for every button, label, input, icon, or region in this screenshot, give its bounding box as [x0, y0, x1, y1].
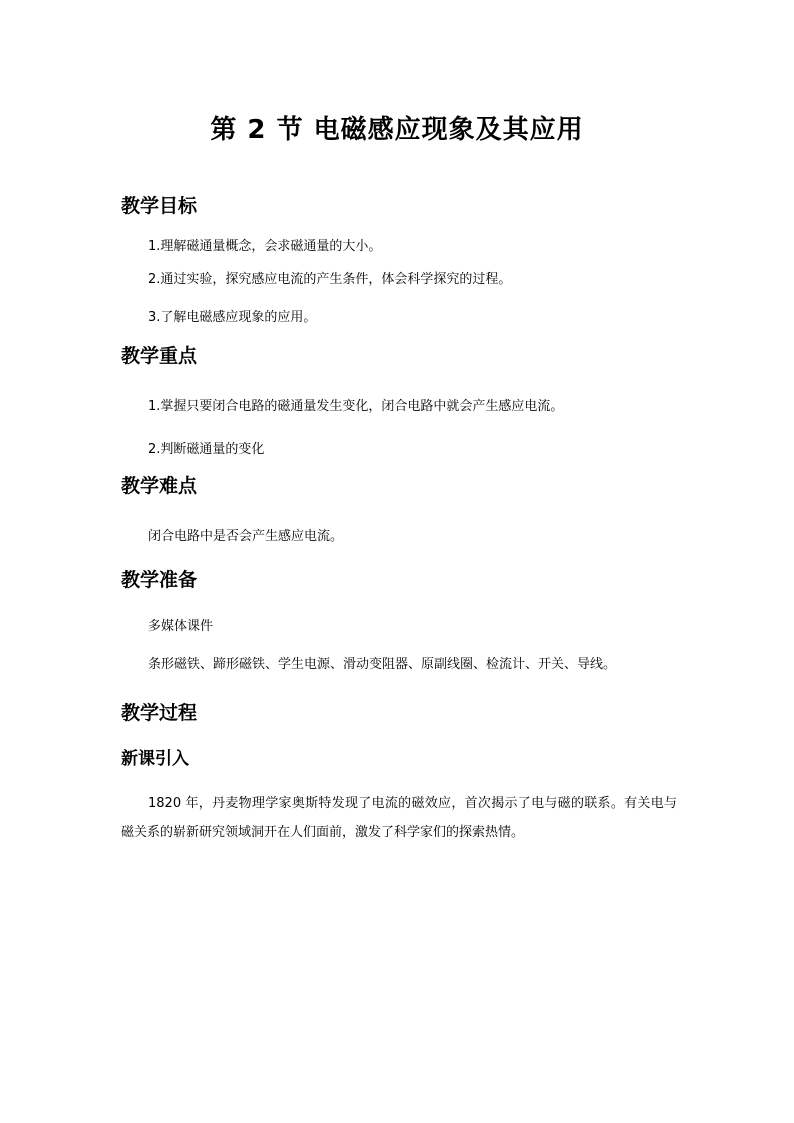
page-title: 第 2 节 电磁感应现象及其应用	[210, 115, 584, 145]
objective-item-3: 3.了解电磁感应现象的应用。	[148, 310, 317, 325]
key-point-item-2: 2.判断磁通量的变化	[148, 442, 265, 457]
difficulty-item-1: 闭合电路中是否会产生感应电流。	[148, 529, 344, 544]
intro-paragraph: 1820 年，丹麦物理学家奥斯特发现了电流的磁效应，首次揭示了电与磁的联系。有关电与磁关系的崭新研究领域洞开在人们面前，激发了科学家们的探索热情。	[121, 796, 677, 840]
objective-item-2: 2.通过实验，探究感应电流的产生条件，体会科学探究的过程。	[148, 272, 512, 287]
preparation-item-1: 多媒体课件	[148, 619, 214, 634]
heading-process: 教学过程	[121, 702, 198, 724]
heading-objectives: 教学目标	[121, 195, 198, 217]
heading-key-points: 教学重点	[121, 345, 198, 367]
heading-difficulties: 教学难点	[121, 475, 198, 497]
subheading-new-lesson-intro: 新课引入	[121, 749, 189, 769]
heading-preparation: 教学准备	[121, 569, 198, 591]
objective-item-1: 1.理解磁通量概念，会求磁通量的大小。	[148, 239, 382, 254]
preparation-item-2: 条形磁铁、蹄形磁铁、学生电源、滑动变阻器、原副线圈、检流计、开关、导线。	[148, 657, 617, 672]
key-point-item-1: 1.掌握只要闭合电路的磁通量发生变化，闭合电路中就会产生感应电流。	[148, 399, 564, 414]
